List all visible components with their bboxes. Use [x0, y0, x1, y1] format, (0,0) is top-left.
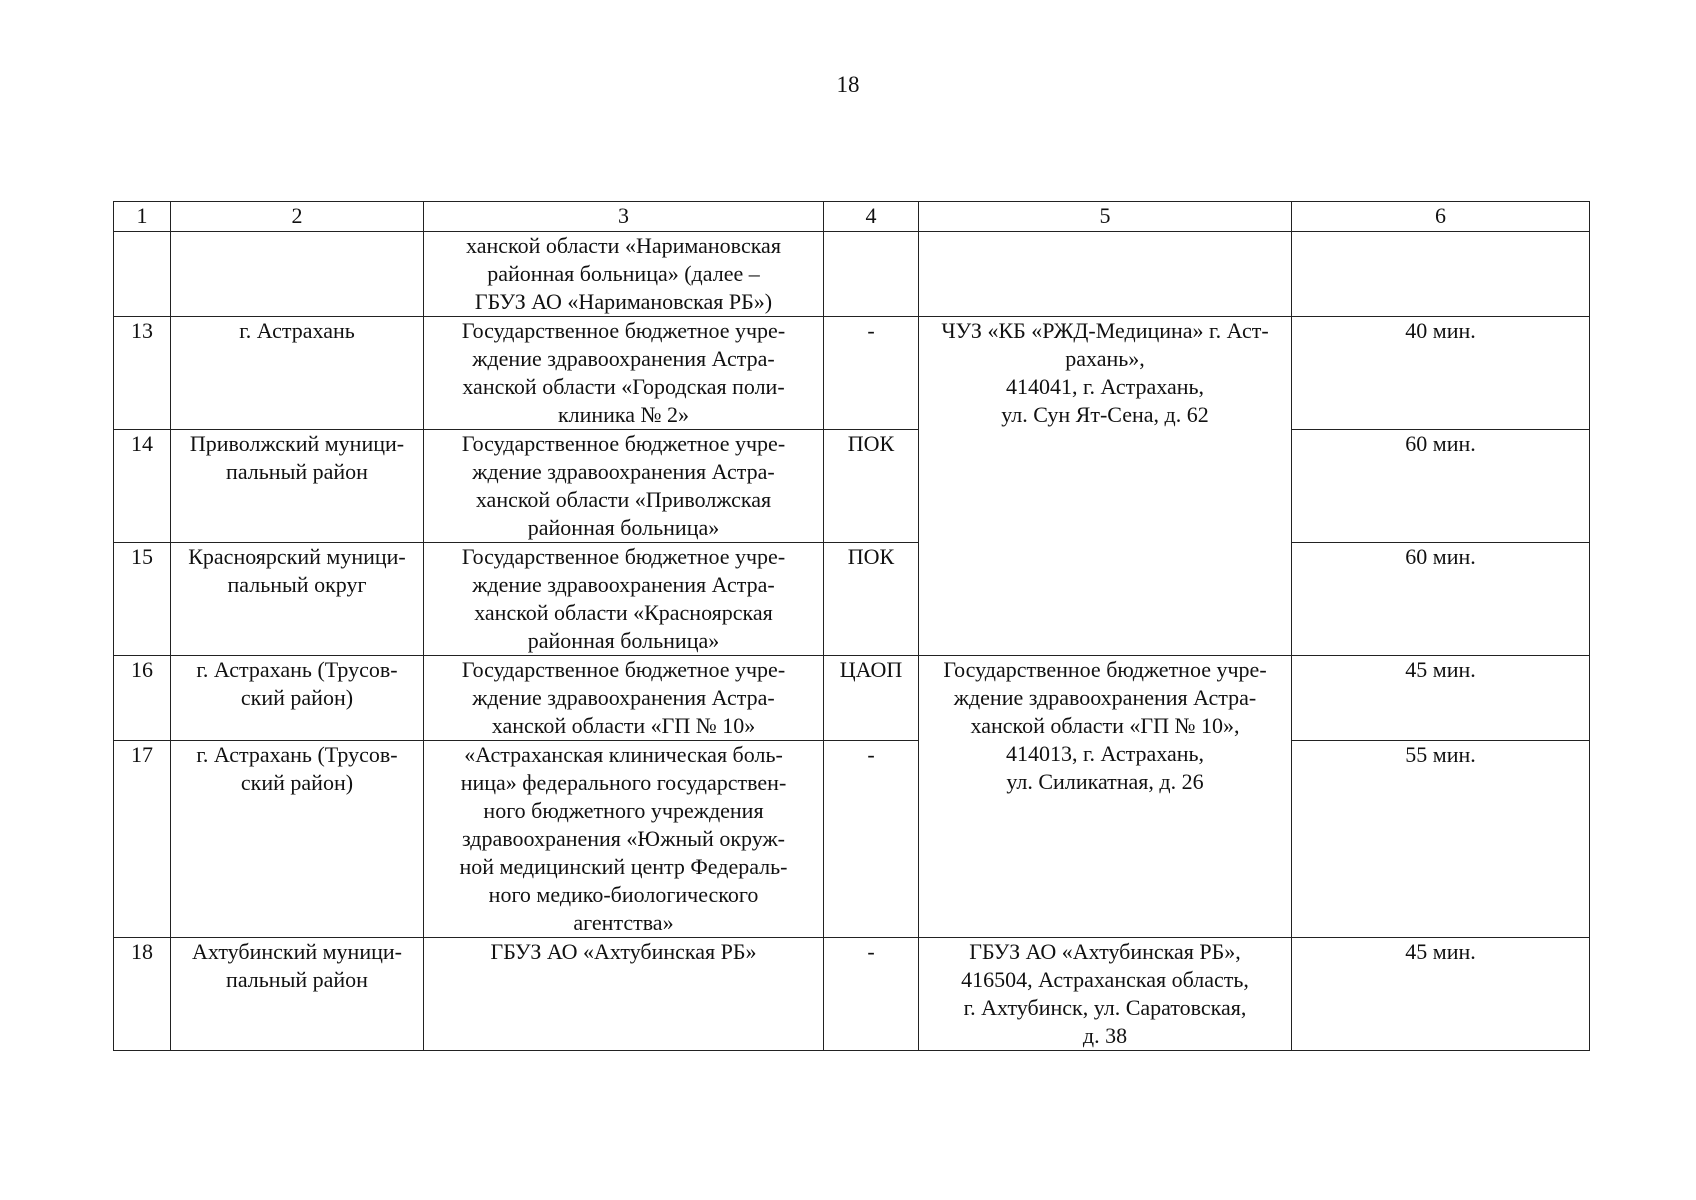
- institution-cell: ханской области «Наримановская районная больница» (далее – ГБУЗ АО «Наримановская РБ»): [424, 232, 824, 317]
- time-cell: 60 мин.: [1292, 430, 1590, 543]
- time-cell: 60 мин.: [1292, 543, 1590, 656]
- institution-cell: «Астраханская клиническая боль- ница» федерального государствен- ного бюджетного учреждения здравоохранения «Южный окруж- ной медицинский центр Федераль- ного медико-биологического агентства»: [424, 741, 824, 938]
- table-row: [114, 543, 1590, 656]
- type-cell: ЦАОП: [824, 656, 919, 741]
- row-number-cell: 16: [114, 656, 171, 741]
- institution-cell: Государственное бюджетное учре- ждение здравоохранения Астра- ханской области «Красноярская районная больница»: [424, 543, 824, 656]
- time-cell: [1292, 232, 1590, 317]
- table-row: [114, 938, 1590, 1051]
- column-header: 1: [114, 202, 171, 232]
- time-cell: 40 мин.: [1292, 317, 1590, 430]
- area-cell: г. Астрахань: [171, 317, 424, 430]
- institution-cell: Государственное бюджетное учре- ждение здравоохранения Астра- ханской области «ГП № 10»: [424, 656, 824, 741]
- medical-institutions-table: [113, 201, 1590, 1051]
- time-cell: 45 мин.: [1292, 656, 1590, 741]
- area-cell: Приволжский муници- пальный район: [171, 430, 424, 543]
- table-header-row: [114, 202, 1590, 232]
- column-header: 6: [1292, 202, 1590, 232]
- row-number-cell: 15: [114, 543, 171, 656]
- type-cell: ПОК: [824, 543, 919, 656]
- column-header: 5: [919, 202, 1292, 232]
- center-cell: ЧУЗ «КБ «РЖД-Медицина» г. Аст- рахань», 414041, г. Астрахань, ул. Сун Ят-Сена, д. 62: [919, 317, 1292, 656]
- area-cell: [171, 232, 424, 317]
- column-header: 4: [824, 202, 919, 232]
- table-row: [114, 430, 1590, 543]
- column-header: 3: [424, 202, 824, 232]
- column-header: 2: [171, 202, 424, 232]
- center-cell: ГБУЗ АО «Ахтубинская РБ», 416504, Астраханская область, г. Ахтубинск, ул. Саратовская, д. 38: [919, 938, 1292, 1051]
- table-row: [114, 317, 1590, 430]
- row-number-cell: 13: [114, 317, 171, 430]
- time-cell: 55 мин.: [1292, 741, 1590, 938]
- type-cell: ПОК: [824, 430, 919, 543]
- table-row: [114, 741, 1590, 938]
- row-number-cell: 18: [114, 938, 171, 1051]
- institution-cell: ГБУЗ АО «Ахтубинская РБ»: [424, 938, 824, 1051]
- row-number-cell: 17: [114, 741, 171, 938]
- institution-cell: Государственное бюджетное учре- ждение здравоохранения Астра- ханской области «Приволжская районная больница»: [424, 430, 824, 543]
- table-row: [114, 232, 1590, 317]
- center-cell: Государственное бюджетное учре- ждение здравоохранения Астра- ханской области «ГП № 10», 414013, г. Астрахань, ул. Силикатная, д. 26: [919, 656, 1292, 938]
- row-number-cell: 14: [114, 430, 171, 543]
- area-cell: г. Астрахань (Трусов- ский район): [171, 741, 424, 938]
- page-number: 18: [836, 72, 860, 97]
- area-cell: Ахтубинский муници- пальный район: [171, 938, 424, 1051]
- center-cell: [919, 232, 1292, 317]
- area-cell: г. Астрахань (Трусов- ский район): [171, 656, 424, 741]
- type-cell: -: [824, 317, 919, 430]
- area-cell: Красноярский муници- пальный округ: [171, 543, 424, 656]
- institution-cell: Государственное бюджетное учре- ждение здравоохранения Астра- ханской области «Городская поли- клиника № 2»: [424, 317, 824, 430]
- time-cell: 45 мин.: [1292, 938, 1590, 1051]
- table-row: [114, 656, 1590, 741]
- type-cell: -: [824, 938, 919, 1051]
- row-number-cell: [114, 232, 171, 317]
- type-cell: -: [824, 741, 919, 938]
- type-cell: [824, 232, 919, 317]
